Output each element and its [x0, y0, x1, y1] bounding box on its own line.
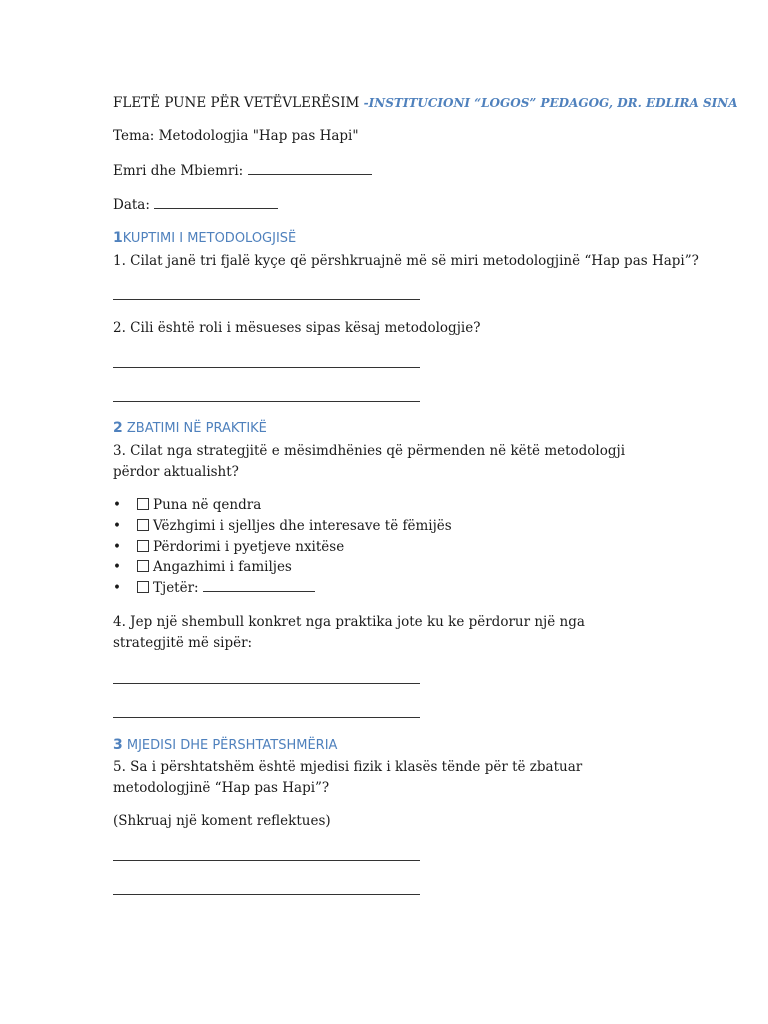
option-item[interactable]: [113, 557, 292, 577]
checkbox-icon[interactable]: [137, 581, 149, 593]
question-4: 4. Jep një shembull konkret nga praktika jote ku ke përdorur një nga strategjitë më sipër:: [113, 614, 585, 651]
answer-line[interactable]: [113, 683, 420, 684]
answer-line[interactable]: [113, 860, 420, 861]
answer-line[interactable]: [113, 401, 420, 402]
answer-line[interactable]: [113, 717, 420, 718]
option-item[interactable]: [113, 578, 315, 598]
option-label: Puna në qendra: [153, 497, 262, 513]
question-5-note: (Shkruaj një koment reflektues): [113, 813, 331, 829]
topic-line: Tema: Metodologjia "Hap pas Hapi": [113, 128, 359, 144]
date-blank[interactable]: [154, 195, 278, 209]
question-3: 3. Cilat nga strategjitë e mësimdhënies që përmenden në këtë metodologji përdor aktualisht?: [113, 443, 626, 480]
section-heading-1: [113, 229, 296, 248]
section-title: ZBATIMI NË PRAKTIKË: [122, 421, 267, 436]
other-blank[interactable]: [203, 578, 315, 592]
name-blank[interactable]: [248, 161, 372, 175]
worksheet-title: [113, 93, 738, 113]
checkbox-icon[interactable]: [137, 519, 149, 531]
section-number: 1: [113, 230, 123, 246]
bullet-icon: •: [113, 539, 121, 555]
section-title: MJEDISI DHE PËRSHTATSHMËRIA: [122, 738, 338, 753]
section-heading-3: [113, 736, 337, 755]
option-item[interactable]: [113, 516, 452, 536]
option-label: Angazhimi i familjes: [153, 559, 292, 575]
bullet-icon: •: [113, 559, 121, 575]
bullet-icon: •: [113, 497, 121, 513]
option-item[interactable]: [113, 537, 344, 557]
section-title: KUPTIMI I METODOLOGJISË: [122, 231, 297, 246]
name-field: [113, 161, 372, 181]
answer-line[interactable]: [113, 367, 420, 368]
option-label: Tjetër:: [153, 580, 203, 596]
date-label: Data:: [113, 197, 155, 213]
question-1: 1. Cilat janë tri fjalë kyçe që përshkruajnë më së miri metodologjinë “Hap pas Hapi”?: [113, 253, 699, 269]
title-text: FLETË PUNE PËR VETËVLERËSIM: [113, 95, 364, 111]
checkbox-icon[interactable]: [137, 498, 149, 510]
date-field: [113, 195, 278, 215]
option-item[interactable]: [113, 495, 261, 515]
checkbox-icon[interactable]: [137, 560, 149, 572]
bullet-icon: •: [113, 580, 121, 596]
answer-line[interactable]: [113, 299, 420, 300]
question-5: 5. Sa i përshtatshëm është mjedisi fizik i klasës tënde për të zbatuar metodologjinë “Hap pas Hapi”?: [113, 759, 583, 796]
question-2: 2. Cili është roli i mësueses sipas kësaj metodologjie?: [113, 320, 481, 336]
name-label: Emri dhe Mbiemri:: [113, 163, 248, 179]
bullet-icon: •: [113, 518, 121, 534]
section-number: 2: [113, 420, 123, 436]
answer-line[interactable]: [113, 894, 420, 895]
section-heading-2: [113, 419, 267, 438]
section-number: 3: [113, 737, 123, 753]
institution-text: -INSTITUCIONI “LOGOS” PEDAGOG, DR. EDLIRA SINA: [363, 96, 738, 110]
checkbox-icon[interactable]: [137, 540, 149, 552]
option-label: Përdorimi i pyetjeve nxitëse: [153, 539, 345, 555]
option-label: Vëzhgimi i sjelljes dhe interesave të fëmijës: [153, 518, 452, 534]
